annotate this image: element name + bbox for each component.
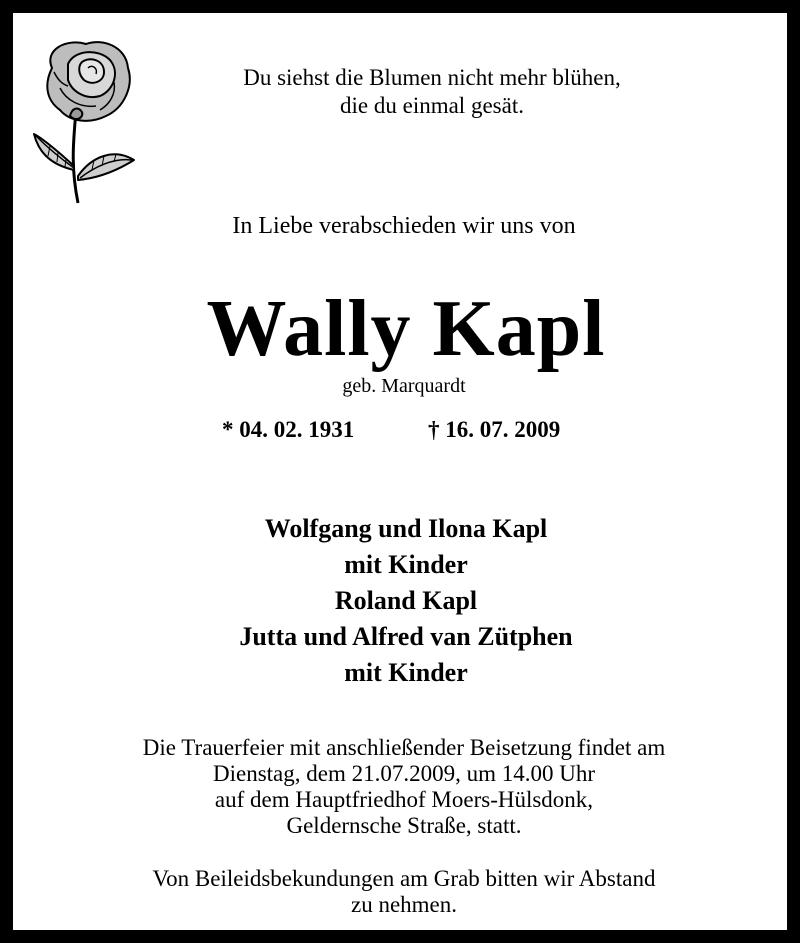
service-notice xyxy=(4,735,800,839)
family-list xyxy=(6,511,800,691)
deceased-name: Wally Kapl xyxy=(206,285,606,373)
service-line: auf dem Hauptfriedhof Moers-Hülsdonk, xyxy=(214,787,594,812)
birth-date: * 04. 02. 1931 xyxy=(222,417,355,442)
family-member: Wolfgang und Ilona Kapl xyxy=(264,514,548,543)
family-member: mit Kinder xyxy=(344,550,468,579)
verse-line: die du einmal gesät. xyxy=(340,93,524,118)
death-date: † 16. 07. 2009 xyxy=(428,417,561,442)
service-line: Geldernsche Straße, statt. xyxy=(286,813,522,838)
maiden-name: geb. Marquardt xyxy=(342,375,466,397)
closing-line: zu nehmen. xyxy=(350,892,457,917)
family-member: mit Kinder xyxy=(344,658,468,687)
family-member: Jutta und Alfred van Zütphen xyxy=(239,622,573,651)
service-line: Dienstag, dem 21.07.2009, um 14.00 Uhr xyxy=(212,761,595,786)
closing-note xyxy=(4,866,800,918)
verse-line: Du siehst die Blumen nicht mehr blühen, xyxy=(243,65,621,90)
intro-text: In Liebe verabschieden wir uns von xyxy=(232,213,576,239)
verse xyxy=(32,64,800,120)
service-line: Die Trauerfeier mit anschließender Beisetzung findet am xyxy=(142,735,666,760)
family-member: Roland Kapl xyxy=(334,586,478,615)
closing-line: Von Beileidsbekundungen am Grab bitten wir Abstand xyxy=(152,866,656,891)
